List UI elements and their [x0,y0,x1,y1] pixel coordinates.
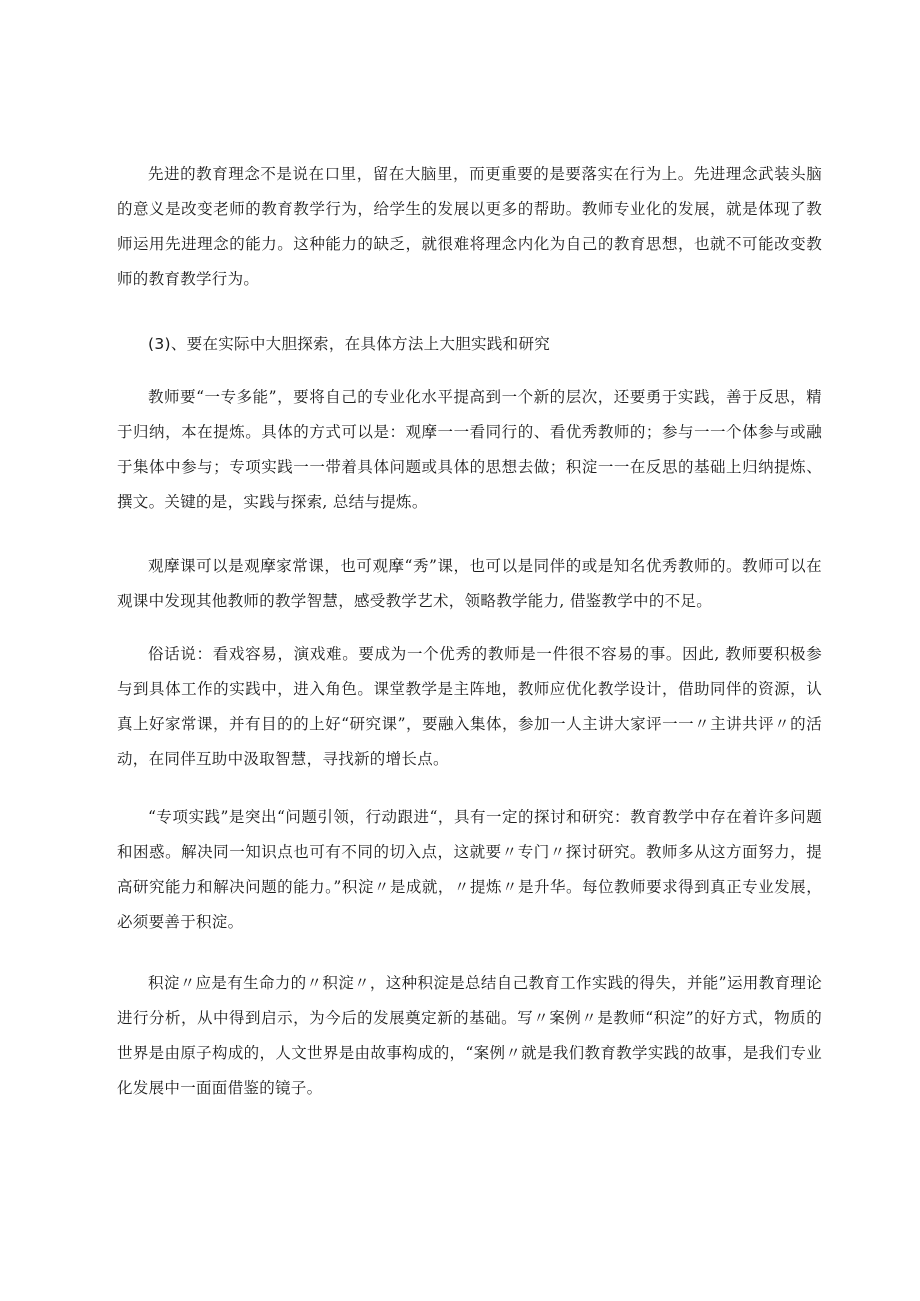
section-heading-number: (3) [148,335,171,353]
section-heading-text: 、要在实际中大胆探索，在具体方法上大胆实践和研究 [170,335,551,353]
paragraph-concept: 先进的教育理念不是说在口里，留在大脑里，而更重要的是要落实在行为上。先进理念武装头脑的意义是改变老师的教育教学行为，给学生的发展以更多的帮助。教师专业化的发展，就是体现了教师运用先进理念的能力。这种能力的缺乏，就很难将理念内化为自己的教育思想，也就不可能改变教师的教育教学行为。 [117,165,822,288]
paragraph-special-practice: “专项实践”是突出“问题引领，行动跟进“，具有一定的探讨和研究：教育教学中存在着许多问题和困惑。解决同一知识点也可有不同的切入点，这就要〃专门〃探讨研究。教师多从这方面努力，提高研究能力和解决问题的能力。”积淀〃是成就，〃提炼〃是升华。每位教师要求得到真正专业发展，必须要善于积淀。 [117,808,822,931]
paragraph-observation: 观摩课可以是观摩家常课，也可观摩“秀”课，也可以是同伴的或是知名优秀教师的。教师可以在观课中发现其他教师的教学智慧，感受教学艺术，领略教学能力, 借鉴教学中的不足。 [117,557,822,610]
section-heading [148,327,550,362]
paragraph-practice: 教师要“一专多能”，要将自己的专业化水平提高到一个新的层次，还要勇于实践，善于反思，精于归纳，本在提炼。具体的方式可以是：观摩一一看同行的、看优秀教师的；参与一一个体参与或融于集体中参与；专项实践一一带着具体问题或具体的思想去做；积淀一一在反思的基础上归纳提炼、撰文。关键的是，实践与探索, 总结与提炼。 [117,388,822,511]
paragraph-participation: 俗话说：看戏容易，演戏难。要成为一个优秀的教师是一件很不容易的事。因此, 教师要积极参与到具体工作的实践中，进入角色。课堂教学是主阵地，教师应优化教学设计，借助同伴的资源，认真上好家常课，并有目的的上好“研究课”，要融入集体，参加一人主讲大家评一一〃主讲共评〃的活动，在同伴互助中汲取智慧，寻找新的增长点。 [117,645,822,768]
paragraph-accumulation: 积淀〃应是有生命力的〃积淀〃，这种积淀是总结自己教育工作实践的得失，并能”运用教育理论进行分析，从中得到启示，为今后的发展奠定新的基础。写〃案例〃是教师“积淀”的好方式，物质的世界是由原子构成的，人文世界是由故事构成的，“案例〃就是我们教育教学实践的故事，是我们专业化发展中一面面借鉴的镜子。 [117,974,822,1097]
